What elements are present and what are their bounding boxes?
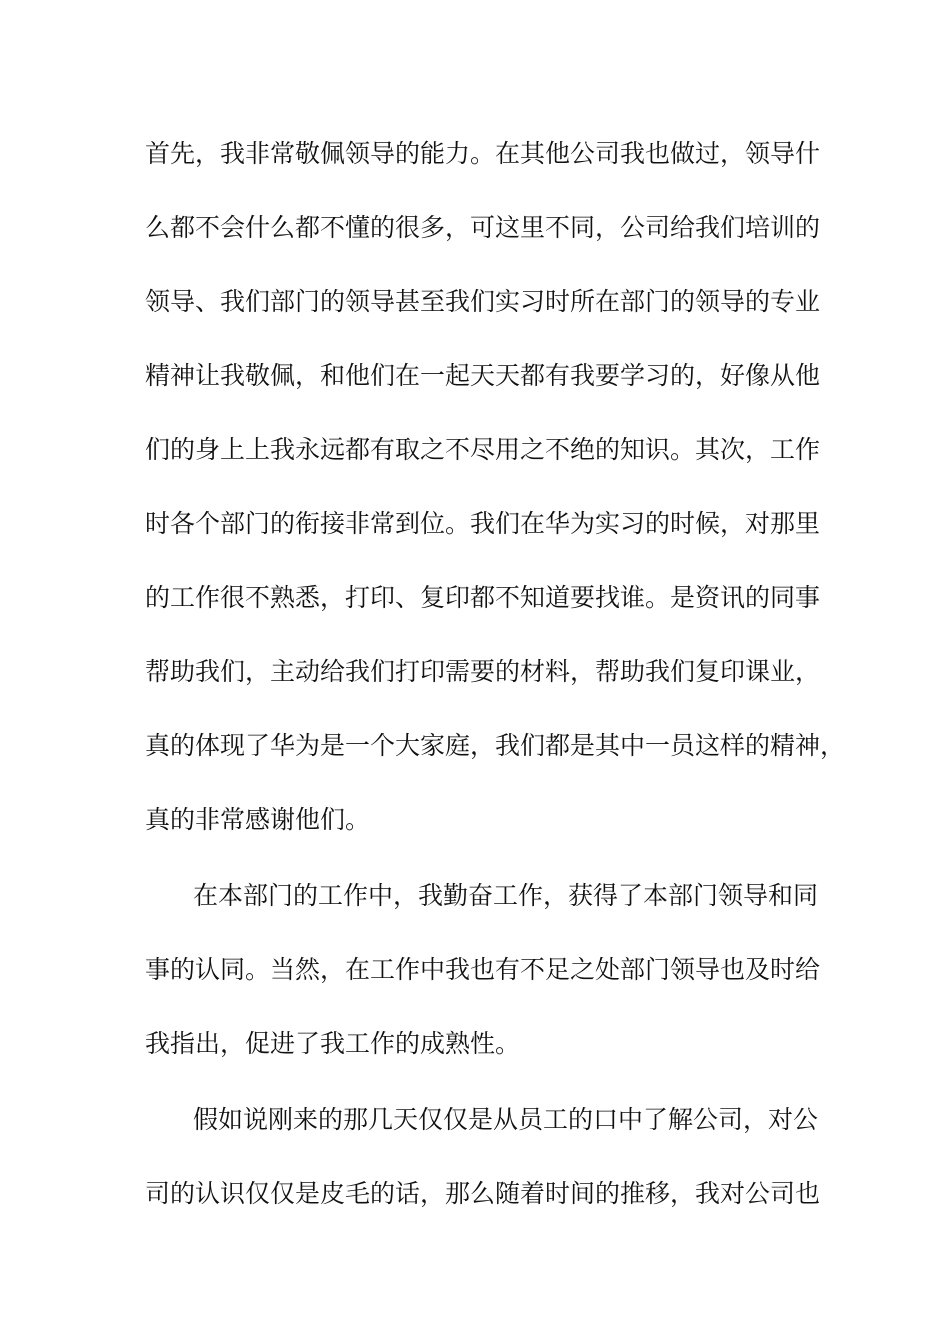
text-line-10: 真的非常感谢他们。 [145,805,371,834]
paragraph-3-line-2: 司的认识仅仅是皮毛的话，那么随着时间的推移，我对公司也 [145,1179,821,1208]
text-line-1: 首先，我非常敬佩领导的能力。在其他公司我也做过，领导什 [145,139,821,168]
text-line-2: 么都不会什么都不懂的很多，可这里不同，公司给我们培训的 [145,213,821,242]
paragraph-2-line-2: 事的认同。当然，在工作中我也有不足之处部门领导也及时给 [145,955,821,984]
text-line-4: 精神让我敬佩，和他们在一起天天都有我要学习的，好像从他 [145,361,821,390]
text-line-5: 们的身上上我永远都有取之不尽用之不绝的知识。其次，工作 [145,435,821,464]
text-line-6: 时各个部门的衔接非常到位。我们在华为实习的时候，对那里 [145,509,821,538]
paragraph-3-line-1: 假如说刚来的那几天仅仅是从员工的口中了解公司，对公 [193,1105,819,1134]
text-line-7: 的工作很不熟悉，打印、复印都不知道要找谁。是资讯的同事 [145,583,821,612]
text-line-9: 真的体现了华为是一个大家庭，我们都是其中一员这样的精神， [145,731,846,760]
paragraph-2-line-3: 我指出，促进了我工作的成熟性。 [145,1029,521,1058]
paragraph-2-line-1: 在本部门的工作中，我勤奋工作，获得了本部门领导和同 [193,881,819,910]
text-line-8: 帮助我们，主动给我们打印需要的材料，帮助我们复印课业， [145,657,821,686]
text-line-3: 领导、我们部门的领导甚至我们实习时所在部门的领导的专业 [145,287,821,316]
